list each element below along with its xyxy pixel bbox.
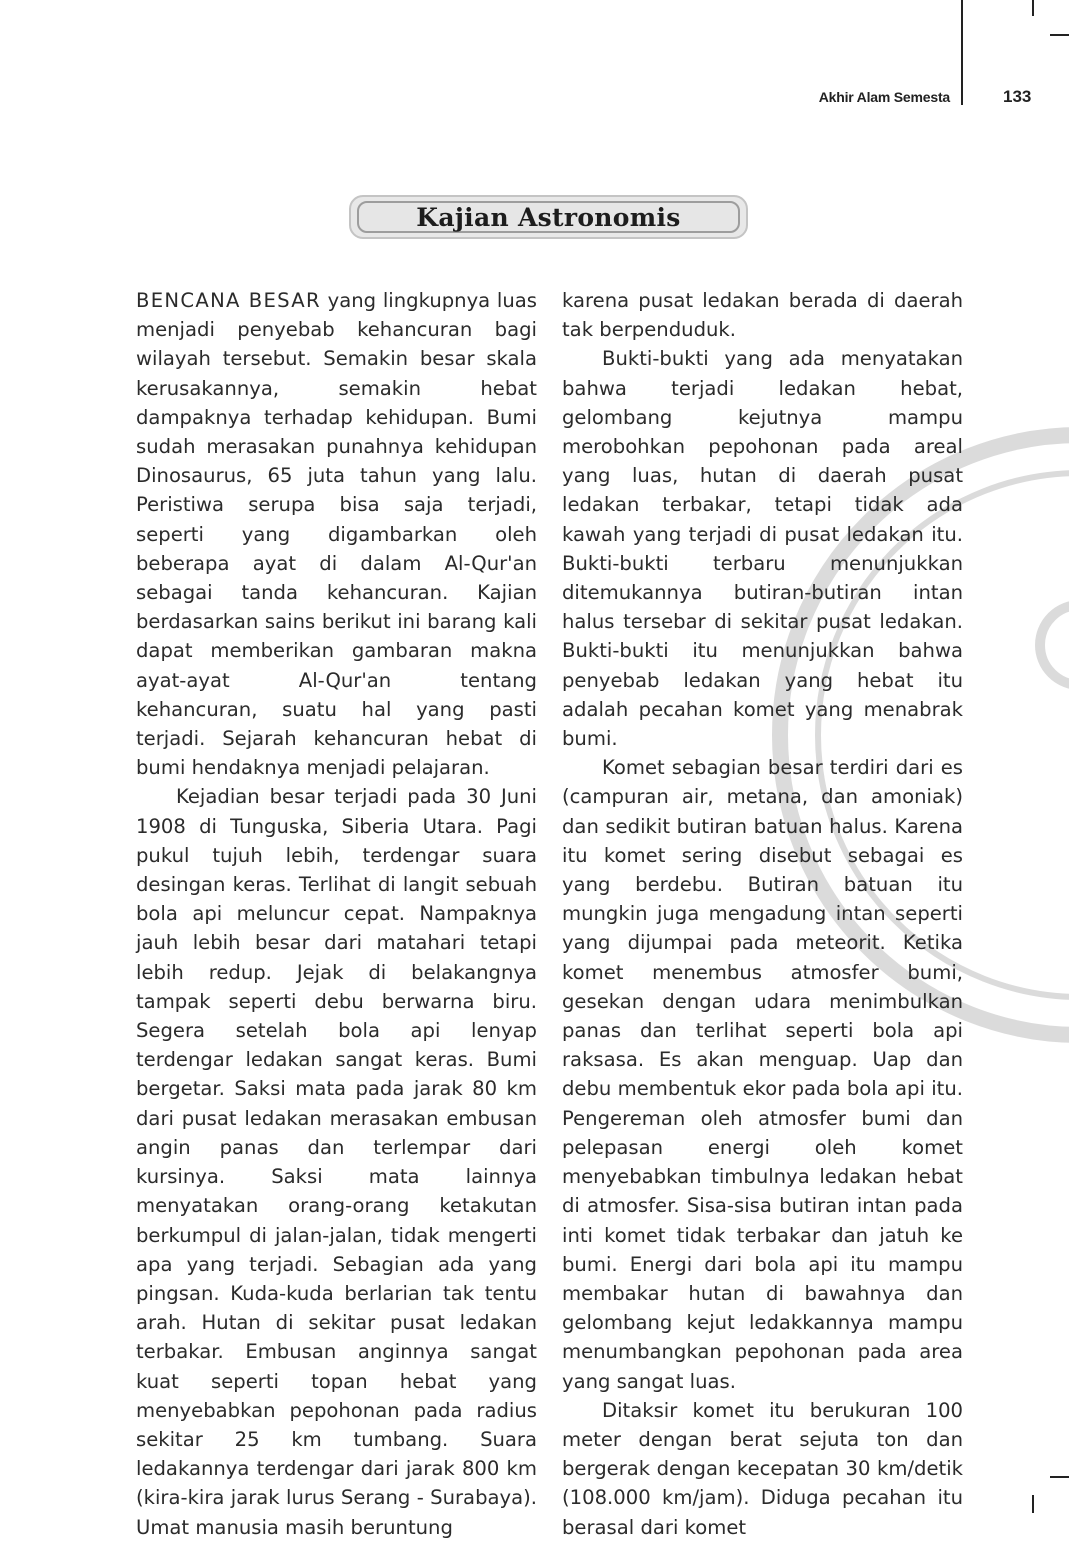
section-title: Kajian Astronomis — [416, 202, 681, 232]
left-paragraph-1-text: yang lingkupnya luas menjadi penyebab kehancuran bagi wilayah tersebut. Semakin besar skala kerusakannya, semakin hebat dampaknya terhadap kehidupan. Bumi sudah merasakan punahnya kehidupan Dinosaurus, 65 juta tahun yang lalu. Peristiwa serupa bisa saja terjadi, seperti yang digambarkan oleh beberapa ayat di dalam Al-Qur'an sebagai tanda kehancuran. Kajian berdasarkan sains berikut ini barang kali dapat memberikan gambaran makna ayat-ayat Al-Qur'an tentang kehancuran, suatu hal yang pasti terjadi. Sejarah kehancuran hebat di bumi hendaknya menjadi pelajaran. — [136, 289, 537, 780]
crop-mark-top-right-vertical — [1032, 0, 1034, 16]
crop-mark-bottom-right-vertical — [1032, 1495, 1034, 1513]
left-paragraph-2: Kejadian besar terjadi pada 30 Juni 1908 di Tunguska, Siberia Utara. Pagi pukul tujuh lebih, terdengar suara desingan keras. Terlihat di langit sebuah bola api meluncur cepat. Nampaknya jauh lebih besar dari matahari tetapi lebih redup. Jejak di belakangnya tampak seperti debu berwarna biru. Segera setelah bola api lenyap terdengar ledakan sangat keras. Bumi bergetar. Saksi mata pada jarak 80 km dari pusat ledakan merasakan embusan angin panas dan terlempar dari kursinya. Saksi mata lainnya menyatakan orang-orang ketakutan berkumpul di jalan-jalan, tidak mengerti apa yang terjadi. Sebagian ada yang pingsan. Kuda-kuda berlarian tak tentu arah. Hutan di sekitar pusat ledakan terbakar. Embusan anginnya sangat kuat seperti topan hebat yang menyebabkan pepohonan pada radius sekitar 25 km tumbang. Suara ledakannya terdengar dari jarak 800 km (kira-kira jarak lurus Serang - Surabaya). Umat manusia masih beruntung — [136, 785, 537, 1539]
right-paragraph-4: Ditaksir komet itu berukuran 100 meter dengan berat sejuta ton dan bergerak dengan kecepatan 30 km/detik (108.000 km/jam). Diduga pecahan itu berasal dari komet — [562, 1398, 963, 1539]
section-title-box — [349, 195, 748, 239]
section-title-inner — [357, 201, 740, 233]
running-header-title: Akhir Alam Semesta — [818, 89, 950, 105]
lead-in-caps: BENCANA BESAR — [136, 289, 321, 312]
left-paragraph-1 — [136, 286, 537, 782]
stamp-emblem — [1040, 605, 1069, 685]
right-column — [562, 286, 963, 1542]
crop-mark-top-right-horizontal — [1050, 34, 1069, 36]
right-paragraph-3: Komet sebagian besar terdiri dari es (campuran air, metana, dan amoniak) dan sedikit butiran batuan halus. Karena itu komet sering disebut sebagai es yang berdebu. Butiran batuan itu mungkin juga mengadung intan seperti yang dijumpai pada meteorit. Ketika komet menembus atmosfer bumi, gesekan dengan udara menimbulkan panas dan terlihat seperti bola api raksasa. Es akan menguap. Uap dan debu membentuk ekor pada bola api itu. Pengereman oleh atmosfer bumi dan pelepasan energi oleh komet menyebabkan timbulnya ledakan hebat di atmosfer. Sisa-sisa butiran intan pada inti komet tidak terbakar dan jatuh ke bumi. Energi dari bola api itu mampu membakar hutan di bawahnya dan gelombang kejut ledakkannya mampu menumbangkan pepohonan pada area yang sangat luas. — [562, 756, 963, 1393]
crop-mark-bottom-right-horizontal — [1050, 1476, 1069, 1478]
crop-mark-top-vertical — [961, 0, 963, 105]
right-paragraph-1: karena pusat ledakan berada di daerah tak berpenduduk. — [562, 289, 963, 342]
left-column — [136, 286, 537, 1542]
page-number: 133 — [1003, 87, 1032, 106]
right-paragraph-2: Bukti-bukti yang ada menyatakan bahwa terjadi ledakan hebat, gelombang kejutnya mampu merobohkan pepohonan pada areal yang luas, hutan di daerah pusat ledakan terbakar, tetapi tidak ada kawah yang terjadi di pusat ledakan itu. Bukti-bukti terbaru menunjukkan ditemukannya butiran-butiran intan halus tersebar di sekitar pusat ledakan. Bukti-bukti itu menunjukkan bahwa penyebab ledakan yang hebat itu adalah pecahan komet yang menabrak bumi. — [562, 347, 963, 751]
